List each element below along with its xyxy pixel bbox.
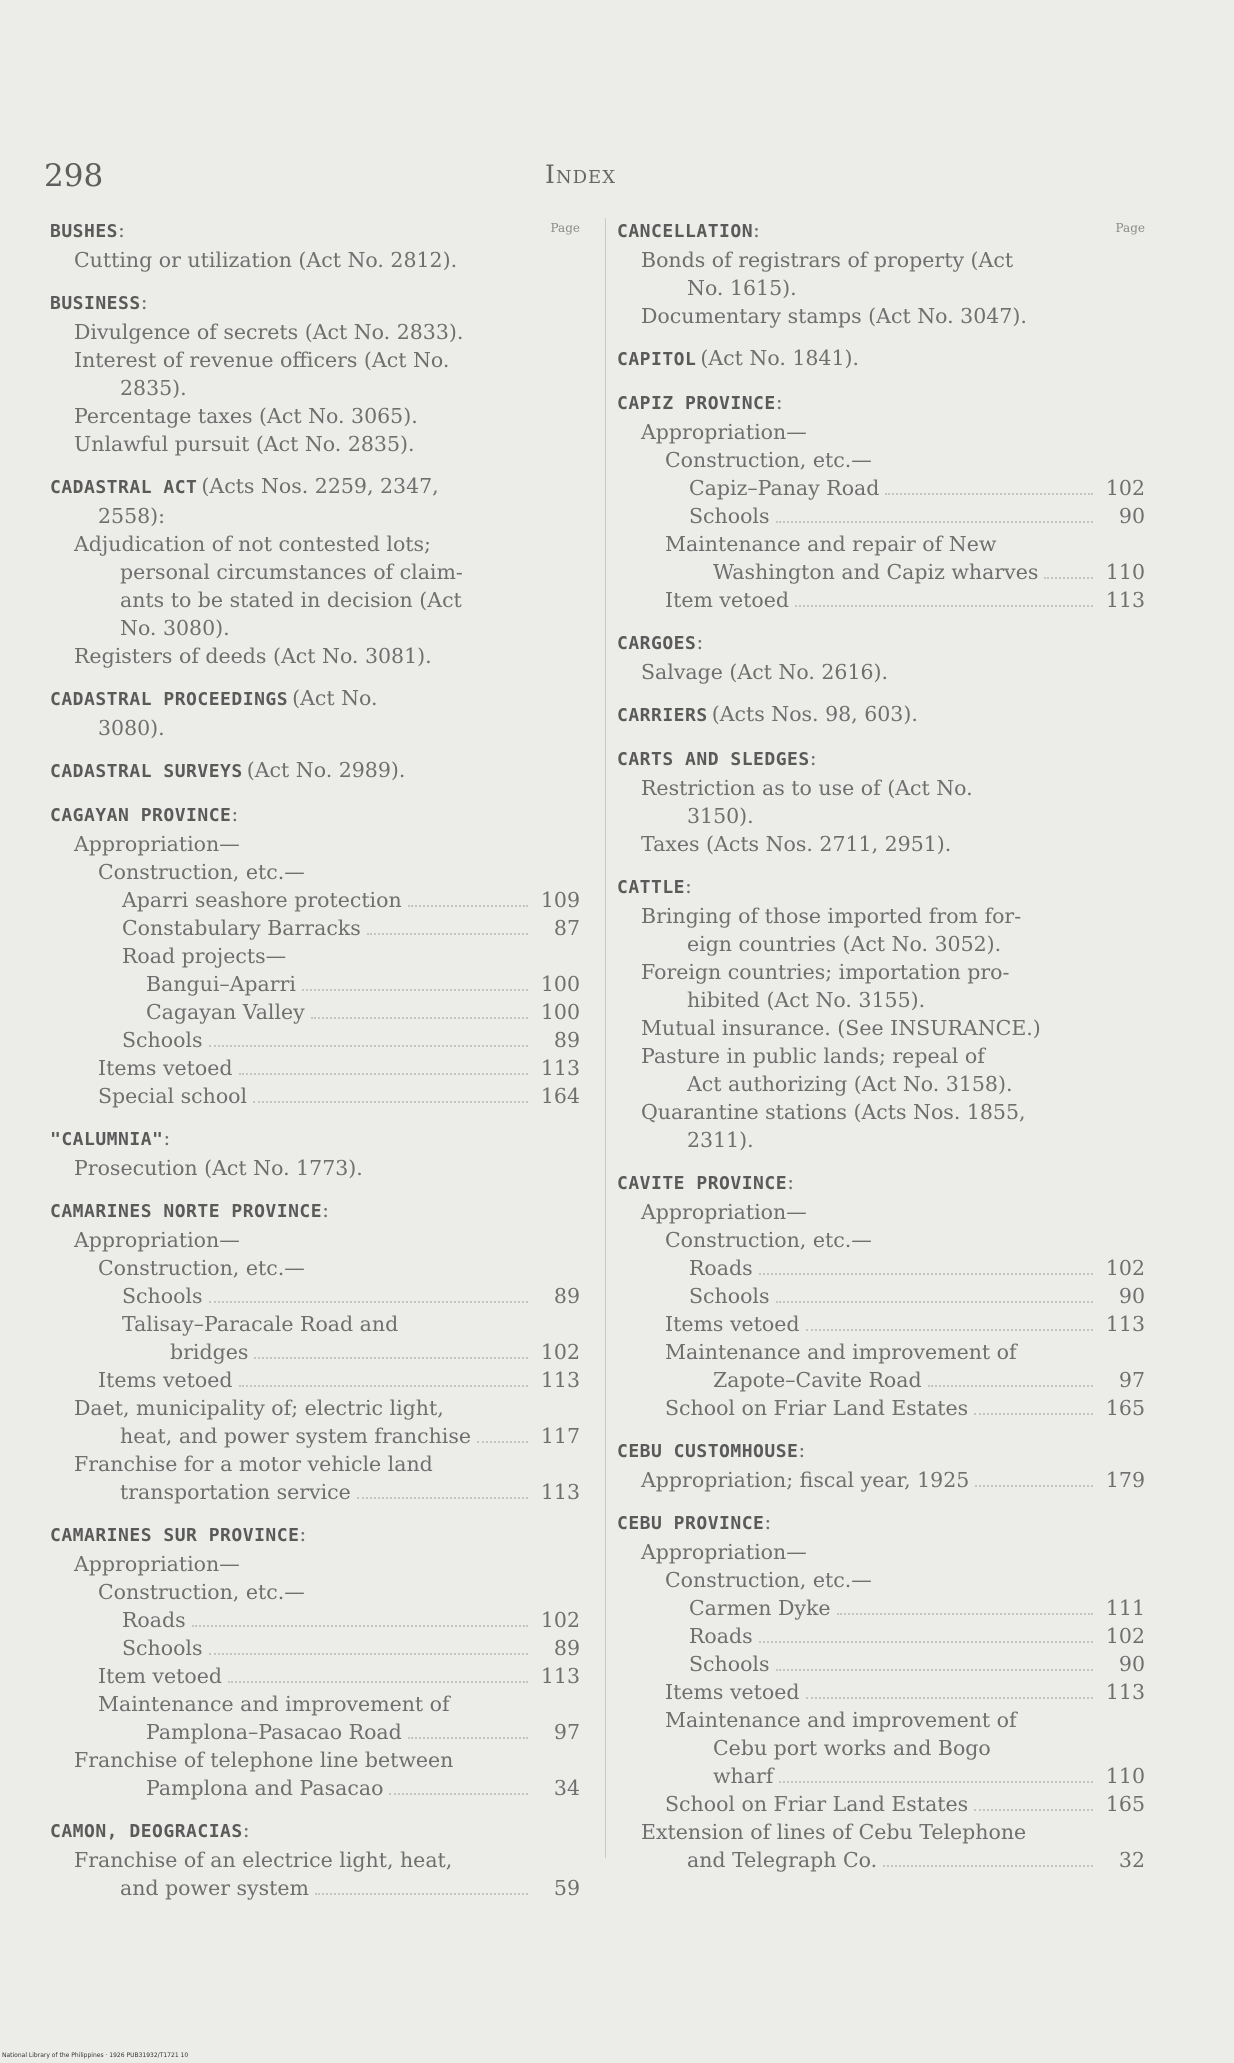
page-ref: 164 [540,1084,580,1108]
entry-heading: CARTS AND SLEDGES [617,749,810,770]
heading-note: (Act No. 1841). [700,346,860,370]
dot-leader [209,1045,529,1047]
index-entry [50,800,580,1110]
index-entry [617,744,1145,858]
sub-entry: Prosecution (Act No. 1773). [74,1156,363,1180]
item-label: Roads [689,1624,753,1648]
index-entry [617,388,1145,614]
dot-leader [885,493,1093,495]
item-label: Schools [122,1284,203,1308]
item-label: Items vetoed [665,1680,800,1704]
dot-leader [837,1613,1093,1615]
sub-entry-cont: Act authorizing (Act No. 3158). [687,1072,1013,1096]
entry-heading: CAMON, DEOGRACIAS [50,1821,243,1842]
entry-heading: CARRIERS [617,705,708,726]
sub-entry: Salvage (Act No. 2616). [641,660,889,684]
entry-heading: CAMARINES NORTE PROVINCE [50,1201,323,1222]
sub-entry: Construction, etc.— [98,860,305,884]
sub-entry: Maintenance and repair of New [665,532,997,556]
sub-entry-cont: ants to be stated in decision (Act [120,588,462,612]
colon: : [231,802,239,826]
colon: : [775,390,783,414]
dot-leader [192,1625,528,1627]
dot-leader [974,1809,1093,1811]
sub-entry: Maintenance and improvement of [665,1708,1017,1732]
sub-entry-cont: No. 3080). [120,616,230,640]
running-head: Index [545,160,617,189]
sub-entry: Construction, etc.— [98,1256,305,1280]
item-label: Zapote–Cavite Road [713,1368,922,1392]
sub-entry: Unlawful pursuit (Act No. 2835). [74,432,415,456]
index-entry [50,1816,580,1902]
entry-heading: "CALUMNIA" [50,1129,164,1150]
item-label: Carmen Dyke [689,1596,831,1620]
sub-entry: Construction, etc.— [665,448,872,472]
page-ref: 113 [1105,1680,1145,1704]
dot-leader [795,605,1093,607]
sub-entry: Appropriation— [641,1200,807,1224]
colon: : [753,218,760,242]
sub-entry: Franchise of telephone line between [74,1748,454,1772]
page-ref: 102 [540,1340,580,1364]
item-label: Pamplona and Pasacao [146,1776,384,1800]
page-ref: 111 [1105,1596,1145,1620]
sub-entry: Appropriation— [74,1552,240,1576]
index-entry [617,1508,1145,1874]
dot-leader [408,905,528,907]
item-label: Item vetoed [98,1664,222,1688]
dot-leader [389,1793,528,1795]
page-ref: 90 [1118,504,1145,528]
entry-heading: CADASTRAL ACT [50,477,198,498]
sub-entry: Construction, etc.— [665,1568,872,1592]
colon: : [163,1126,171,1150]
index-entry [617,344,1145,374]
sub-entry: Restriction as to use of (Act No. [641,776,973,800]
index-entry [617,872,1145,1154]
dot-leader [477,1441,528,1443]
sub-entry: Taxes (Acts Nos. 2711, 2951). [641,832,952,856]
page-ref: 89 [553,1284,580,1308]
dot-leader [974,1413,1093,1415]
dot-leader [759,1641,1093,1643]
page-ref: 102 [1105,1256,1145,1280]
item-label: School on Friar Land Estates [665,1792,969,1816]
index-entry [50,1124,580,1182]
sub-entry: Bringing of those imported from for- [641,904,1022,928]
dot-leader [975,1485,1093,1487]
item-label: and Telegraph Co. [687,1848,878,1872]
item-label: Schools [689,504,770,528]
entry-heading: CADASTRAL PROCEEDINGS [50,689,289,710]
page-ref: 179 [1105,1468,1145,1492]
page-ref: 113 [540,1480,580,1504]
sub-entry: Extension of lines of Cebu Telephone [641,1820,1027,1844]
page-ref: 110 [1105,560,1145,584]
item-label: Roads [122,1608,186,1632]
item-label: School on Friar Land Estates [665,1396,969,1420]
page-ref: 113 [1105,1312,1145,1336]
sub-entry-cont: personal circumstances of claim- [120,560,463,584]
sub-entry: Registers of deeds (Act No. 3081). [74,644,432,668]
colon: : [764,1510,772,1534]
sub-entry: Daet, municipality of; electric light, [74,1396,444,1420]
heading-note-cont: 2558): [98,504,166,528]
entry-heading: CATTLE [617,877,686,898]
item-label: Schools [122,1028,203,1052]
item-label: Items vetoed [665,1312,800,1336]
page-ref: 97 [553,1720,580,1744]
page-ref: 87 [553,916,580,940]
page-ref: 32 [1118,1848,1145,1872]
sub-entry: Adjudication of not contested lots; [74,532,431,556]
sub-entry: Franchise of an electrice light, heat, [74,1848,453,1872]
index-entry [50,684,580,742]
sub-entry: Maintenance and improvement of [665,1340,1017,1364]
sub-entry: Franchise for a motor vehicle land [74,1452,433,1476]
index-entry [617,1436,1145,1494]
sub-entry-cont: 3150). [687,804,754,828]
index-entry [50,1196,580,1506]
index-entry [50,1520,580,1802]
dot-leader [367,933,528,935]
sub-entry: Talisay–Paracale Road and [122,1312,399,1336]
index-entry [50,288,580,458]
entry-heading: CARGOES [617,633,697,654]
entry-heading: CEBU PROVINCE [617,1513,765,1534]
item-label: Cagayan Valley [146,1000,305,1024]
dot-leader [302,989,528,991]
sub-entry: Mutual insurance. (See INSURANCE.) [641,1016,1041,1040]
index-entry [617,216,1145,330]
item-label: heat, and power system franchise [120,1424,472,1448]
page-ref: 109 [540,888,580,912]
item-label: Schools [689,1652,770,1676]
dot-leader [408,1737,528,1739]
dot-leader [239,1385,529,1387]
item-label: Item vetoed [665,588,789,612]
page-ref: 100 [540,972,580,996]
dot-leader [806,1697,1094,1699]
dot-leader [209,1301,529,1303]
dot-leader [776,1301,1094,1303]
sub-entry: Appropriation— [74,1228,240,1252]
sub-entry-cont: No. 1615). [687,276,797,300]
page-ref: 89 [553,1636,580,1660]
item-label: Pamplona–Pasacao Road [146,1720,402,1744]
sub-entry-cont: 2835). [120,376,187,400]
entry-heading: CADASTRAL SURVEYS [50,761,243,782]
page-ref: 110 [1105,1764,1145,1788]
colon: : [242,1818,250,1842]
dot-leader [315,1893,528,1895]
item-label: bridges [170,1340,249,1364]
sub-entry-cont: eign countries (Act No. 3052). [687,932,1002,956]
sub-entry-cont: 2311). [687,1128,754,1152]
entry-heading: CEBU CUSTOMHOUSE [617,1441,799,1462]
index-entry [617,628,1145,686]
sub-entry: Construction, etc.— [665,1228,872,1252]
colon: : [140,290,148,314]
dot-leader [209,1653,529,1655]
dot-leader [776,1669,1094,1671]
page-ref: 102 [540,1608,580,1632]
dot-leader [357,1497,528,1499]
sub-entry: Road projects— [122,944,287,968]
page-ref: 113 [1105,588,1145,612]
colon: : [809,746,817,770]
colon: : [299,1522,307,1546]
sub-entry: Quarantine stations (Acts Nos. 1855, [641,1100,1026,1124]
page-ref: 59 [553,1876,580,1900]
sub-entry: Percentage taxes (Act No. 3065). [74,404,418,428]
dot-leader [759,1273,1093,1275]
sub-entry: Foreign countries; importation pro- [641,960,1010,984]
item-label: Schools [122,1636,203,1660]
sub-entry: Pasture in public lands; repeal of [641,1044,985,1068]
scan-footer: National Library of the Philippines · 1926 PUB31932/T1721 10 [2,2052,189,2059]
dot-leader [253,1101,528,1103]
colon: : [685,874,692,898]
index-entry [50,472,580,670]
page-ref: 102 [1105,476,1145,500]
heading-note: (Acts Nos. 98, 603). [711,702,918,726]
page-ref: 97 [1118,1368,1145,1392]
entry-heading: CAPITOL [617,349,697,370]
item-label: and power system [120,1876,309,1900]
sub-entry: Construction, etc.— [98,1580,305,1604]
item-label: wharf [713,1764,774,1788]
dot-leader [311,1017,528,1019]
left-column [50,216,580,1916]
sub-entry: Bonds of registrars of property (Act [641,248,1014,272]
dot-leader [928,1385,1093,1387]
sub-entry: Appropriation— [641,1540,807,1564]
item-label: Items vetoed [98,1056,233,1080]
dot-leader [239,1073,529,1075]
dot-leader [779,1781,1093,1783]
page-ref: 113 [540,1664,580,1688]
sub-entry-cont: hibited (Act No. 3155). [687,988,926,1012]
entry-heading: CANCELLATION [617,221,754,242]
page-ref: 102 [1105,1624,1145,1648]
colon: : [696,630,704,654]
item-label: Items vetoed [98,1368,233,1392]
sub-entry: Appropriation— [641,420,807,444]
entry-heading: CAPIZ PROVINCE [617,393,776,414]
heading-note: (Act No. 2989). [246,758,406,782]
page-ref: 90 [1118,1652,1145,1676]
page-ref: 165 [1105,1792,1145,1816]
page-column-label: Page [550,221,580,235]
heading-note-cont: 3080). [98,716,165,740]
item-label: Constabulary Barracks [122,916,361,940]
page-ref: 165 [1105,1396,1145,1420]
item-label: Aparri seashore protection [122,888,402,912]
index-entry [50,216,580,274]
colon: : [798,1438,806,1462]
sub-entry-cont: Cebu port works and Bogo [713,1736,991,1760]
page-ref: 89 [553,1028,580,1052]
item-label: Bangui–Aparri [146,972,296,996]
sub-entry: Interest of revenue officers (Act No. [74,348,450,372]
dot-leader [883,1865,1093,1867]
dot-leader [254,1357,528,1359]
heading-note: (Act No. [292,686,378,710]
index-entry [617,700,1145,730]
entry-heading: CAGAYAN PROVINCE [50,805,232,826]
entry-heading: CAVITE PROVINCE [617,1173,788,1194]
colon: : [322,1198,330,1222]
item-label: Special school [98,1084,248,1108]
page-ref: 113 [540,1368,580,1392]
page-ref: 117 [540,1424,580,1448]
page-ref: 113 [540,1056,580,1080]
entry-heading: BUSINESS [50,293,141,314]
dot-leader [1044,577,1093,579]
page-ref: 90 [1118,1284,1145,1308]
sub-entry: Divulgence of secrets (Act No. 2833). [74,320,464,344]
colon: : [118,218,125,242]
colon: : [787,1170,794,1194]
item-label: Appropriation; fiscal year, 1925 [641,1468,970,1492]
right-column [617,216,1145,1888]
column-divider [605,218,606,1858]
dot-leader [806,1329,1094,1331]
entry-heading: BUSHES [50,221,119,242]
sub-entry: Cutting or utilization (Act No. 2812). [74,248,458,272]
heading-note: (Acts Nos. 2259, 2347, [201,474,439,498]
sub-entry: Maintenance and improvement of [98,1692,450,1716]
item-label: transportation service [120,1480,351,1504]
dot-leader [228,1681,528,1683]
dot-leader [776,521,1094,523]
item-label: Capiz–Panay Road [689,476,880,500]
page-ref: 34 [553,1776,580,1800]
index-entry [50,756,580,786]
item-label: Roads [689,1256,753,1280]
entry-heading: CAMARINES SUR PROVINCE [50,1525,300,1546]
index-entry [617,1168,1145,1422]
page-column-label: Page [1115,221,1145,235]
sub-entry: Documentary stamps (Act No. 3047). [641,304,1027,328]
page-number: 298 [44,158,104,194]
item-label: Schools [689,1284,770,1308]
sub-entry: Appropriation— [74,832,240,856]
item-label: Washington and Capiz wharves [713,560,1039,584]
page-ref: 100 [540,1000,580,1024]
